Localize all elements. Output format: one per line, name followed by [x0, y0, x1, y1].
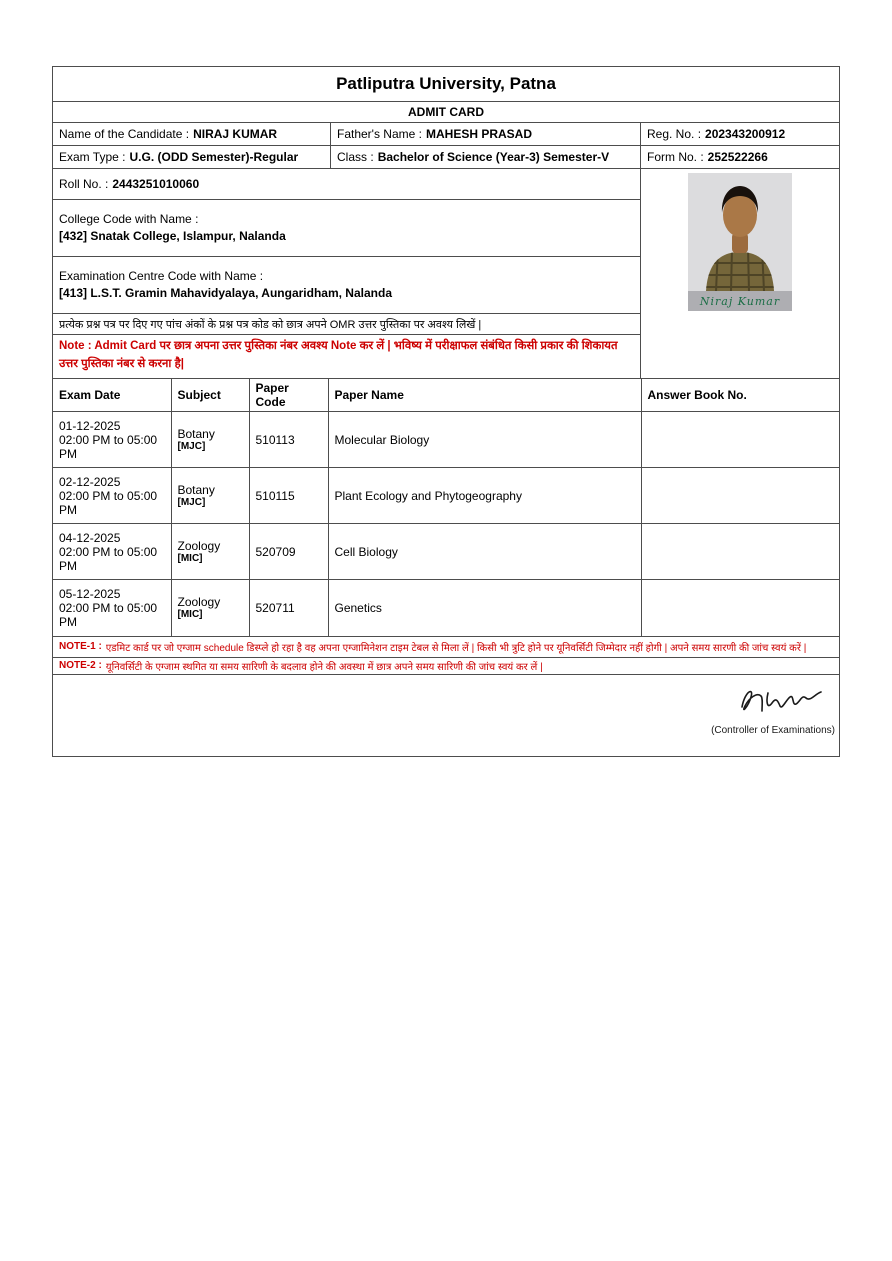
- table-row: [53, 412, 839, 468]
- table-row: [53, 524, 839, 580]
- subject-name: Zoology: [177, 539, 221, 553]
- note-2-text: यूनिवर्सिटी के एग्जाम स्थगित या समय सारिणी के बदलाव होने की अवस्था में छात्र अपने समय सारिणी की जांच स्वयं कर लें |: [105, 661, 543, 673]
- note-2-label: NOTE-2 :: [59, 660, 102, 671]
- class-label: Class :: [337, 150, 374, 164]
- header-paper-code: Paper Code: [249, 379, 328, 412]
- exam-date: 04-12-2025: [59, 530, 121, 545]
- exam-date-cell: [53, 468, 171, 524]
- subject-name: Botany: [177, 427, 215, 441]
- subject-cell: [171, 580, 249, 636]
- exam-type-value: U.G. (ODD Semester)-Regular: [129, 150, 299, 164]
- subject-tag: [MJC]: [177, 441, 206, 452]
- admit-card: [52, 66, 840, 757]
- header-answer-book-no: Answer Book No.: [641, 379, 839, 412]
- header-exam-date: Exam Date: [53, 379, 171, 412]
- father-name-label: Father's Name :: [337, 127, 422, 141]
- form-no-cell: [641, 146, 839, 168]
- exam-date-cell: [53, 580, 171, 636]
- exam-centre-cell: [53, 257, 640, 314]
- subject-cell: [171, 524, 249, 580]
- paper-name-cell: Plant Ecology and Phytogeography: [328, 468, 641, 524]
- answer-book-note: Note : Admit Card पर छात्र अपना उत्तर पुस्तिका नंबर अवश्य Note कर लें | भविष्य में परीक्षाफल संबंधित किसी प्रकार की शिकायत उत्तर पुस्तिका नंबर से करना है|: [59, 340, 618, 370]
- candidate-name-cell: [53, 123, 331, 145]
- college-label: College Code with Name :: [59, 212, 199, 226]
- controller-signature-image: [732, 681, 827, 721]
- controller-of-examinations-label: (Controller of Examinations): [711, 724, 835, 736]
- candidate-name-value: NIRAJ KUMAR: [193, 127, 278, 141]
- exam-date: 05-12-2025: [59, 586, 121, 601]
- reg-no-label: Reg. No. :: [647, 127, 702, 141]
- exam-date: 01-12-2025: [59, 418, 121, 433]
- exam-time: 02:00 PM to 05:00 PM: [59, 600, 158, 629]
- table-row: [53, 580, 839, 636]
- class-cell: [331, 146, 641, 168]
- reg-no-cell: [641, 123, 839, 145]
- subject-tag: [MIC]: [177, 609, 203, 621]
- paper-name-cell: Cell Biology: [328, 524, 641, 580]
- roll-no-value: 2443251010060: [112, 177, 200, 191]
- exam-date: 02-12-2025: [59, 474, 121, 489]
- candidate-name-label: Name of the Candidate :: [59, 127, 190, 141]
- university-title: Patliputra University, Patna: [53, 67, 839, 102]
- roll-no-cell: [53, 169, 640, 200]
- subject-name: Zoology: [177, 595, 221, 610]
- exam-centre-value: [413] L.S.T. Gramin Mahavidyalaya, Aungaridham, Nalanda: [59, 286, 392, 300]
- photo-caption: Niraj Kumar: [688, 291, 792, 311]
- paper-code-cell: 520709: [249, 524, 328, 580]
- paper-code-cell: 510113: [249, 412, 328, 468]
- exam-date-cell: [53, 412, 171, 468]
- answer-book-no-cell: [641, 468, 839, 524]
- answer-book-no-cell: [641, 524, 839, 580]
- college-value: [432] Snatak College, Islampur, Nalanda: [59, 229, 286, 243]
- answer-book-no-cell: [641, 580, 839, 636]
- exam-table-header-row: [53, 379, 839, 412]
- exam-type-label: Exam Type :: [59, 150, 126, 164]
- note-1-label: NOTE-1 :: [59, 641, 102, 652]
- middle-section: [53, 169, 839, 379]
- exam-time: 02:00 PM to 05:00 PM: [59, 544, 158, 573]
- father-name-value: MAHESH PRASAD: [425, 127, 532, 141]
- subject-tag: [MIC]: [177, 553, 203, 564]
- paper-code-cell: 510115: [249, 468, 328, 524]
- subject-tag: [MJC]: [177, 497, 206, 508]
- class-value: Bachelor of Science (Year-3) Semester-V: [377, 150, 610, 164]
- exam-type-cell: [53, 146, 331, 168]
- exam-schedule-table: [53, 379, 839, 636]
- card-title: ADMIT CARD: [53, 102, 839, 123]
- form-no-label: Form No. :: [647, 150, 704, 164]
- info-row-1: [53, 123, 839, 146]
- candidate-photo-image: [688, 173, 792, 291]
- form-no-value: 252522266: [707, 150, 768, 164]
- paper-name-cell: Genetics: [328, 580, 641, 636]
- header-paper-name: Paper Name: [328, 379, 641, 412]
- exam-time: 02:00 PM to 05:00 PM: [59, 432, 158, 461]
- omr-instruction: प्रत्येक प्रश्न पत्र पर दिए गए पांच अंकों के प्रश्न पत्र कोड को छात्र अपने OMR उत्तर पुस्तिका पर अवश्य लिखें |: [53, 314, 640, 335]
- subject-name: Botany: [177, 483, 215, 497]
- middle-left: [53, 169, 641, 378]
- subject-cell: [171, 468, 249, 524]
- photo-cell: [641, 169, 839, 378]
- header-subject: Subject: [171, 379, 249, 412]
- note-1: [53, 636, 839, 657]
- subject-cell: [171, 412, 249, 468]
- exam-date-cell: [53, 524, 171, 580]
- answer-book-no-cell: [641, 412, 839, 468]
- info-row-2: [53, 146, 839, 169]
- note-1-text: एडमिट कार्ड पर जो एग्जाम schedule डिस्प्ले हो रहा है वह अपना एग्जामिनेशन टाइम टेबल से मिला लें | किसी भी त्रुटि होने पर यूनिवर्सिटी जिम्मेदार नहीं होगी | अपने समय सारणी की जांच स्वयं करें |: [105, 642, 807, 654]
- father-name-cell: [331, 123, 641, 145]
- college-cell: [53, 200, 640, 257]
- table-row: [53, 468, 839, 524]
- candidate-photo: [688, 173, 792, 311]
- exam-time: 02:00 PM to 05:00 PM: [59, 488, 158, 517]
- exam-centre-label: Examination Centre Code with Name :: [59, 269, 264, 283]
- paper-code-cell: 520711: [249, 580, 328, 636]
- roll-no-label: Roll No. :: [59, 177, 109, 191]
- reg-no-value: 202343200912: [705, 127, 786, 141]
- note-2: [53, 657, 839, 675]
- paper-name-cell: Molecular Biology: [328, 412, 641, 468]
- footer-section: [53, 675, 839, 756]
